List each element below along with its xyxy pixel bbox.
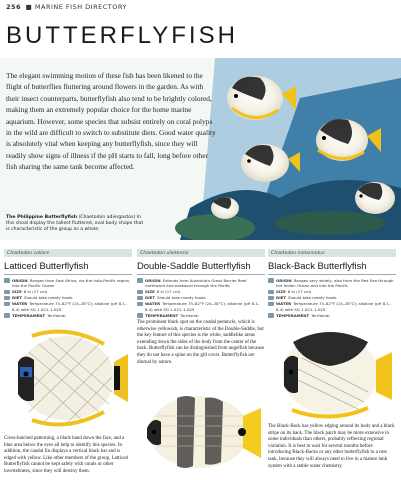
species-paragraph-black-back: The Black-Back has yellow edging around its body and a black stripe on its back. The black patch may be more extensive in some individuals than others, probably reflecting regional variation. It is best to wait for several months before introducing Black-Backs or any other butterflyfish to a new tank, because they will always need to live in a mature tank system with a stable water chemistry. — [268, 424, 395, 469]
fact-temperament: TEMPERAMENT Territorial — [268, 313, 396, 318]
ruler-icon — [4, 290, 10, 295]
latticed-butterflyfish-photo — [4, 322, 132, 434]
ruler-icon — [137, 290, 143, 295]
section-name: MARINE FISH DIRECTORY — [34, 3, 127, 11]
caption-lead: The Philippine Butterflyfish — [6, 215, 77, 220]
fact-size: SIZE 6 in (17 cm) — [268, 289, 396, 294]
species-paragraph-double-saddle: The prominent black spot on the caudal peduncle, which is otherwise yellowish, is characteristic of the Double-Saddle, but the key feature of this species is the white, saddlelike areas extending down the sides of the body from the center of the back. Butterflyfish can be distinguished from angelfish because they do not have a spine on the gill cover. Butterflyfish are diurnal by nature. — [137, 320, 265, 365]
scientific-name: Chaetodon melannotus — [268, 249, 396, 257]
temperament-icon — [137, 313, 143, 318]
food-icon — [4, 296, 10, 301]
fact-origin: ORIGIN Extends from Australia's Great Barrier Reef northward and eastward through the Pacific — [137, 278, 265, 289]
fact-water: WATER Temperature 75–82°F (24–28°C); alkaline (pH 8.1–8.4) with SG 1.021–1.025 — [137, 301, 265, 312]
scientific-name: Chaetodon ulietensis — [137, 249, 265, 257]
fact-list — [137, 278, 265, 318]
water-icon — [268, 302, 274, 307]
running-header — [6, 3, 127, 11]
common-name: Double-Saddle Butterflyfish — [137, 257, 265, 275]
fact-diet: DIET Should take meaty foods — [268, 295, 396, 300]
common-name: Black-Back Butterflyfish — [268, 257, 396, 275]
water-icon — [137, 302, 143, 307]
fact-water: WATER Temperature 75–82°F (24–28°C); alkaline (pH 8.1–8.4) with SG 1.021–1.025 — [268, 301, 396, 312]
fact-origin: ORIGIN Ranges from East Africa, via the Indo-Pacific region, into the Pacific Ocean — [4, 278, 132, 289]
fact-temperament: TEMPERAMENT Territorial — [4, 313, 132, 318]
fact-size: SIZE 6 in (17 cm) — [137, 289, 265, 294]
section-divider-icon: ■ — [25, 3, 33, 11]
double-saddle-butterflyfish-photo — [137, 386, 265, 478]
common-name: Latticed Butterflyfish — [4, 257, 132, 275]
species-entry-black-back — [268, 249, 396, 319]
species-entry-latticed — [4, 249, 132, 319]
species-entry-double-saddle — [137, 249, 265, 319]
photo-caption — [6, 215, 146, 234]
temperament-icon — [268, 313, 274, 318]
temperament-icon — [4, 313, 10, 318]
page-title: BUTTERFLYFISH — [6, 22, 238, 49]
scientific-name: Chaetodon collare — [4, 249, 132, 257]
ruler-icon — [268, 290, 274, 295]
page-number: 256 — [6, 3, 22, 11]
fact-list — [4, 278, 132, 318]
caption-text: (Chaetodon adiergastos) In this shoal display the tallest fluttered, oval body shape that is characteristic of the group as a whole. — [6, 215, 144, 233]
fact-size: SIZE 6 in (17 cm) — [4, 289, 132, 294]
food-icon — [268, 296, 274, 301]
butterflyfish-4 — [355, 182, 395, 214]
butterflyfish-5 — [211, 197, 239, 219]
fact-diet: DIET Should take meaty foods — [4, 295, 132, 300]
globe-icon — [268, 278, 274, 283]
intro-paragraph: The elegant swimming motion of these fish has been likened to the flight of butterflies fluttering around flowers in the garden. As with their insect counterparts, butterflyfish also tend to be brightly colored, making them an extremely popular choice for the home marine aquarium. However, some species that subsist entirely on coral polyps in the wild are difficult to switch to substitute diets. Good water quality is absolutely vital when keeping any butterflyfish, since they will readily show signs of illness if the pH starts to fall, long before other fish sharing the same tank become affected. — [6, 71, 216, 172]
black-back-butterflyfish-photo — [268, 322, 396, 422]
fact-temperament: TEMPERAMENT Territorial — [137, 313, 265, 318]
species-paragraph-latticed: Cross-hatched patterning, a black band down the face, and a blue area below the eyes all help to identify this species. In addition, the caudal fin displays a vertical black bar and is edged with yellow. Like other members of the group, Latticed Butterflyfish cannot be kept safely with corals or other invertebrates, since they will destroy them. — [4, 436, 128, 474]
water-icon — [4, 302, 10, 307]
fact-water: WATER Temperature 75–82°F (24–28°C); alkaline (pH 8.1–8.4) with SG 1.021–1.025 — [4, 301, 132, 312]
food-icon — [137, 296, 143, 301]
globe-icon — [137, 278, 143, 283]
fact-list — [268, 278, 396, 318]
fact-diet: DIET Should take meaty foods — [137, 295, 265, 300]
globe-icon — [4, 278, 10, 283]
fact-origin: ORIGIN Ranges very widely, also from the Red Sea through the Indian Ocean and into the Pacific — [268, 278, 396, 289]
